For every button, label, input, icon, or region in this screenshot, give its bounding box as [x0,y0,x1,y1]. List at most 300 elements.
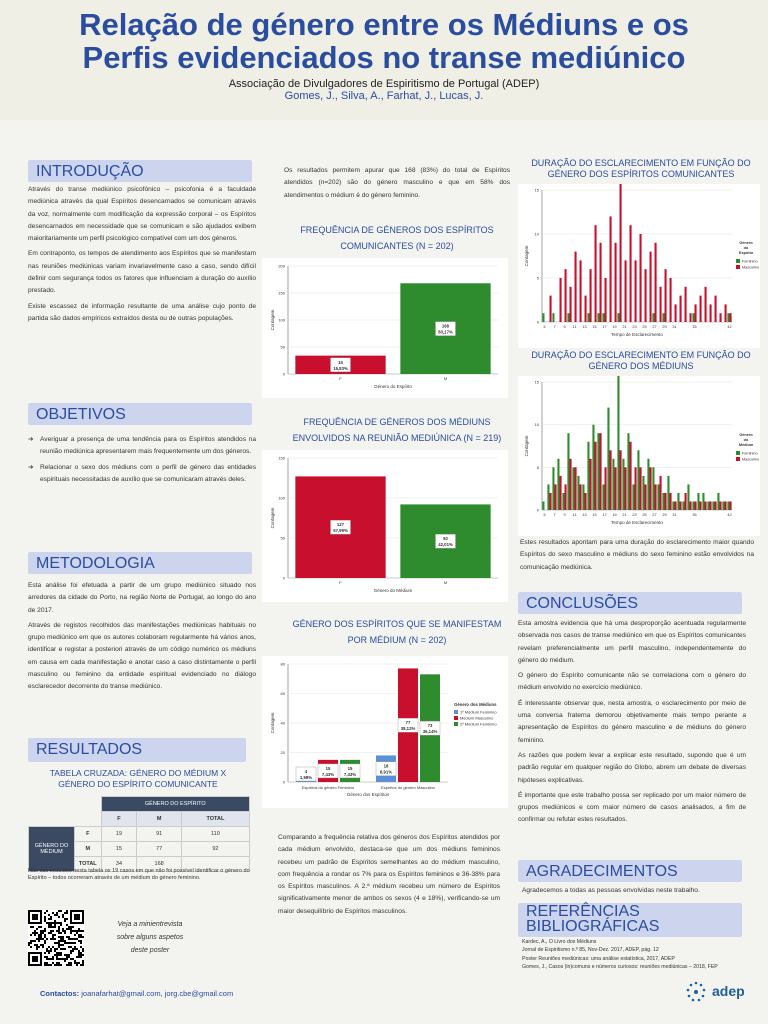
y-tick-label: 40 [280,720,285,726]
qr-module [40,926,42,928]
qr-module [58,962,60,964]
qr-module [62,928,64,930]
qr-module [64,920,66,922]
qr-module [62,944,64,946]
qr-module [72,938,74,940]
chart4 [518,184,760,348]
title-line-2: Perfis evidenciados no transe mediúnico [82,40,686,75]
bar [700,296,702,322]
data-label: 7,43% [321,771,335,777]
x-tick-label: 23 [632,325,637,329]
qr-module [64,954,66,956]
qr-module [48,964,50,966]
data-label: 57,99% [333,528,348,534]
bar [667,476,669,510]
x-tick-label: 17 [602,325,607,329]
x-tick-label: 7 [553,325,556,329]
objetivos-section [28,434,256,489]
objetivos-heading: OBJETIVOS [28,403,252,425]
qr-module [78,928,80,930]
referencias-heading-line-1: REFERÊNCIAS [526,903,640,920]
referencias-list [522,938,756,971]
contacts-emails[interactable]: joanafarhat@gmail.com, jorg.cbe@gmail.com [81,989,234,998]
qr-module [54,934,56,936]
chart5 [518,376,760,536]
qr-module [76,962,78,964]
qr-module [54,964,56,966]
table-title-line-1: TABELA CRUZADA: GÉNERO DO MÉDIUM X [49,768,227,778]
bar [657,484,659,510]
bar [595,225,597,322]
bar [610,216,612,322]
qr-module [66,964,68,966]
y-tick-label: 0 [282,371,285,377]
resultados-heading: RESULTADOS [28,738,246,762]
bar [542,501,544,510]
qr-module [34,932,36,934]
adep-logo-text: adep [712,983,745,999]
authors: Gomes, J., Silva, A., Farhat, J., Lucas, J. [284,90,484,102]
bar [552,313,554,322]
x-tick-label: 31 [672,325,677,329]
reference-item: Gomes, J., Casos (in)comuns e números curiosos: reuniões mediúnicas – 2018, FEP [522,963,718,970]
y-tick-label: 0 [282,575,285,581]
qr-module [58,910,60,912]
qr-module [40,934,42,936]
bar [562,493,564,510]
bar [670,278,672,322]
bar [602,484,604,510]
x-tick-label: 23 [632,513,637,517]
metodologia-heading: METODOLOGIA [28,552,252,574]
qr-module [46,938,48,940]
x-axis-label: Género do Médium [373,588,413,593]
referencias-heading-line-2: BIBLIOGRÁFICAS [526,918,660,935]
qr-module [70,938,72,940]
bar [725,501,727,510]
qr-module [54,942,56,944]
bar [550,296,552,322]
bar [695,304,697,322]
bar [585,296,587,322]
qr-module [74,962,76,964]
bar [547,484,549,510]
bar [590,459,592,510]
bar [725,304,727,322]
data-label: 16,83% [333,365,348,371]
chart3-svg [262,656,508,808]
duration-text: Estes resultados apontam para uma duração do esclarecimento maior quando Espíritos do sexo masculino e médiuns do sexo feminino estão envolvidos na comunicação mediúnica. [520,539,754,571]
objetivo-2 [28,462,256,487]
qr-module [80,930,82,932]
qr-module [38,934,40,936]
y-tick-label: 10 [534,231,539,237]
qr-module [58,932,60,934]
qr-module [72,926,74,928]
objetivo-1-text: Averiguar a presença de uma tendência para os Espíritos atendidos na reunião mediúnica apresentarem mais frequentemente um dos géneros. [40,436,256,456]
y-axis-label: Contagem [524,435,529,457]
metodologia-p2: Através de registos recolhidos das manifestações mediúnicas habituais no grupo mediúnico em que os autores colaboram regularmente há vários anos, identificar e registar a posteriori através de um código numérico os médiuns em causa em cada manifestação e anotar caso a caso distintamente o perfil masculino ou feminino da entidade espiritual evidenciado no diálogo esclarecedor decorrente do transe mediúnico. [28,621,256,691]
conclusoes-p3: É interessante observar que, nesta amostra, o esclarecimento por meio de uma conversa fraterna demorou objetivamente mais tempo perante a apresentação de Espíritos do género masculino e de médiuns do género feminino. [518,699,746,744]
qr-module [70,958,72,960]
x-tick-label: 9 [563,325,566,329]
bar [572,467,574,510]
bar [575,467,577,510]
qr-module [52,946,54,948]
qr-finder-core [32,956,38,962]
chart2-title-text: FREQUÊNCIA DE GÉNEROS DOS MÉDIUNS ENVOLVIDOS NA REUNIÃO MEDIÚNICA (N = 219) [292,417,502,443]
bar [600,433,602,510]
bar [565,484,567,510]
qr-module [64,932,66,934]
data-label: 36,14% [422,729,438,735]
data-label: 15 [325,765,331,771]
legend-swatch [736,265,740,269]
crosstab-row-label: TOTAL [75,857,102,872]
y-tick-label: 80 [280,661,285,667]
bar [620,184,622,322]
x-tick-label: 27 [652,325,657,329]
qr-module [40,936,42,938]
bar [590,269,592,322]
qr-module [54,938,56,940]
qr-module [58,940,60,942]
qr-module [82,950,84,952]
qr-module [68,962,70,964]
crosstab-top-header: GÉNERO DO ESPÍRITO [101,797,250,812]
bar [692,313,694,322]
data-label: 8,91% [379,769,393,775]
bar [567,433,569,510]
bar [560,476,562,510]
qr-module [66,956,68,958]
bar [720,313,722,322]
bar [570,287,572,322]
qr-module [72,950,74,952]
bar [620,450,622,510]
qr-module [56,930,58,932]
chart4-title-text: DURAÇÃO DO ESCLARECIMENTO EM FUNÇÃO DO GÉNERO DOS ESPÍRITOS COMUNICANTES [531,158,751,179]
qr-module [44,912,46,914]
qr-module [66,954,68,956]
qr-module [44,962,46,964]
bar [627,433,629,510]
qr-module [36,948,38,950]
qr-module [66,942,68,944]
qr-module [66,924,68,926]
bar [717,493,719,510]
qr-code[interactable] [28,910,84,966]
data-label: 4 [304,769,308,774]
qr-module [56,952,58,954]
bar [605,278,607,322]
qr-module [34,934,36,936]
qr-module [52,962,54,964]
bar [632,484,634,510]
bar [625,467,627,510]
qr-module [58,928,60,930]
bar [570,459,572,510]
bar [675,501,677,510]
qr-module [60,932,62,934]
crosstab-cell: 92 [181,842,249,857]
bar [550,493,552,510]
qr-module [72,942,74,944]
qr-module [64,912,66,914]
qr-module [78,940,80,942]
x-tick-label: 11 [572,513,577,517]
chart5-svg [518,376,760,536]
bar [682,501,684,510]
bar [730,501,732,510]
x-axis-label: Tempo de Esclarecimento [611,520,663,525]
qr-module [60,924,62,926]
bar [585,493,587,510]
x-axis-label: Tempo de Esclarecimento [611,332,663,337]
crosstab-cell: 168 [137,857,181,872]
y-axis-label: Contagem [270,309,275,331]
qr-module [60,910,62,912]
bar [600,243,602,322]
x-axis-label: Género do Espírito [374,384,412,389]
qr-module [66,910,68,912]
crosstab-cell: 34 [101,857,137,872]
qr-module [60,922,62,924]
bar [685,287,687,322]
x-tick-label: 9 [563,513,566,517]
qr-module [46,962,48,964]
data-label: 83,17% [438,329,453,335]
qr-module [28,944,30,946]
intro-p1: Através do transe mediúnico psicofónico – psicofonia é a faculdade mediúnica através da qual Espíritos desencarnados se comunicam através da voz, normalmente com modificação da expressão corporal – os Espíritos desencarnados em necessidade que se comunicam e são ajudados exibem maioritariamente um perfil psicológico compatível com um dos géneros. [28,186,256,243]
qr-module [80,940,82,942]
y-tick-label: 60 [280,691,285,696]
qr-module [54,920,56,922]
legend-title: Género [739,433,753,437]
qr-module [60,958,62,960]
qr-module [50,964,52,966]
qr-module [56,956,58,958]
qr-module [40,932,42,934]
conclusoes-p5: É importante que este trabalho possa ser replicado por um maior número de grupos mediúnicos e com maior número de casos analisados, a fim de confirmar ou refutar estes resultados. [518,791,746,824]
qr-module [70,932,72,934]
qr-module [50,924,52,926]
bar [712,501,714,510]
qr-module [70,964,72,966]
bar [607,408,609,510]
bar [652,313,654,322]
qr-module [34,930,36,932]
middle-intro-text: Os resultados permitem apurar que 168 (83%) do total de Espíritos atendidos (n=202) são do género masculino e que em 58% dos atendimentos o médium é do género feminino. [284,167,510,199]
qr-module [56,948,58,950]
x-tick-label: 21 [622,325,627,329]
qr-module [52,958,54,960]
bar [660,287,662,322]
qr-module [74,946,76,948]
x-tick-label: M [443,580,448,585]
bar [690,313,692,322]
legend-swatch [454,710,458,714]
bar [630,225,632,322]
qr-module [80,936,82,938]
conclusoes-heading: CONCLUSÕES [518,592,742,614]
x-tick-label: 11 [572,325,577,329]
qr-module [48,950,50,952]
arrow-icon: ➔ [28,463,34,471]
x-tick-label: 35 [692,325,697,329]
crosstab-row-label: M [75,842,102,857]
poster-title [0,8,768,74]
qr-module [68,956,70,958]
qr-module [74,948,76,950]
qr-module [44,964,46,966]
qr-module [82,954,84,956]
bar [705,287,707,322]
qr-module [74,934,76,936]
qr-module [34,944,36,946]
qr-module [66,936,68,938]
qr-module [62,930,64,932]
bar [707,501,709,510]
qr-module [70,930,72,932]
qr-module [72,930,74,932]
qr-module [42,938,44,940]
organization: Associação de Divulgadores de Espiritismo de Portugal (ADEP) [228,78,540,90]
bar [602,313,604,322]
qr-module [56,958,58,960]
y-tick-label: 150 [278,290,285,296]
bar [640,234,642,322]
bar [575,252,577,322]
qr-module [80,954,82,956]
x-tick-label: 15 [592,325,597,329]
qr-module [80,942,82,944]
qr-module [80,934,82,936]
bar [710,501,712,510]
bar [622,459,624,510]
qr-module [46,958,48,960]
qr-module [42,946,44,948]
qr-module [70,946,72,948]
qr-module [78,954,80,956]
qr-module [66,912,68,914]
x-tick-label: 15 [592,513,597,517]
qr-caption-line-1: Veja a minientrevista [117,921,183,928]
qr-module [58,964,60,966]
qr-module [32,926,34,928]
y-tick-label: 10 [534,422,539,428]
qr-module [82,930,84,932]
qr-module [62,938,64,940]
qr-module [46,922,48,924]
chart2-title [284,414,510,446]
qr-module [76,964,78,966]
qr-module [62,948,64,950]
qr-module [60,936,62,938]
comparison-text: Comparando a frequência relativa dos géneros dos Espíritos atendidos por cada médium envolvido, destaca-se que um dos médiuns femininos recebeu um padrão de Espíritos semelhantes ao do médium masculino, com frequência a rondar os 7% para os Espíritos femininos e 36-38% para os Espíritos masculinos. A 2.ª médium recebeu um número de Espíritos significativamente menor de ambos os sexos (4 e 18%), verificando-se um maior desequilíbrio de Espíritos masculinos. [278,834,500,915]
qr-module [48,952,50,954]
x-tick-label: 21 [622,513,627,517]
qr-module [82,948,84,950]
y-axis-label: Contagem [270,507,275,529]
qr-module [54,924,56,926]
qr-module [64,948,66,950]
bar [650,252,652,322]
bar [635,260,637,322]
legend-title: Género [739,241,753,245]
y-tick-label: 5 [536,275,539,281]
objetivo-1 [28,434,256,459]
qr-module [54,926,56,928]
bar [595,442,597,510]
bar [715,501,717,510]
qr-module [44,936,46,938]
qr-module [78,962,80,964]
qr-module [64,942,66,944]
bar [597,313,599,322]
bar [612,459,614,510]
table-title [28,768,248,790]
qr-module [80,946,82,948]
qr-module [50,958,52,960]
qr-module [44,940,46,942]
qr-module [58,958,60,960]
x-tick-label: 29 [662,513,667,517]
bar [587,442,589,510]
qr-module [74,930,76,932]
adep-logo-icon [684,980,708,1004]
qr-module [66,928,68,930]
bar [542,313,544,322]
x-tick-label: M [443,376,448,381]
qr-module [58,954,60,956]
bar [637,450,639,510]
qr-module [68,946,70,948]
qr-module [76,932,78,934]
chart1-title-text: FREQUÊNCIA DE GÉNEROS DOS ESPÍRITOS COMUNICANTES (N = 202) [300,225,494,251]
qr-module [44,920,46,922]
conclusoes-section [518,618,746,830]
qr-module [48,918,50,920]
qr-module [60,954,62,956]
qr-module [76,930,78,932]
metodologia-p1: Esta análise foi efetuada a partir de um grupo mediúnico situado nos arredores da cidade do Porto, na região Norte de Portugal, ao longo do ano de 2017. [28,582,256,614]
qr-module [44,918,46,920]
qr-module [62,936,64,938]
qr-module [56,942,58,944]
data-label: 168 [441,323,450,329]
bar [642,476,644,510]
qr-module [30,934,32,936]
y-tick-label: 0 [282,779,285,785]
bar [655,484,657,510]
qr-module [64,958,66,960]
data-label: 15 [347,765,353,771]
arrow-icon: ➔ [28,436,34,443]
qr-module [66,958,68,960]
bar [565,269,567,322]
data-label: 1,98% [299,775,313,780]
qr-module [48,958,50,960]
y-tick-label: 5 [536,464,539,470]
crosstab-cell: 15 [101,842,137,857]
qr-module [48,922,50,924]
qr-module [36,928,38,930]
legend-swatch [454,722,458,726]
x-tick-label: 5 [543,513,546,517]
y-tick-label: 50 [280,535,285,541]
y-tick-label: 150 [278,455,285,461]
